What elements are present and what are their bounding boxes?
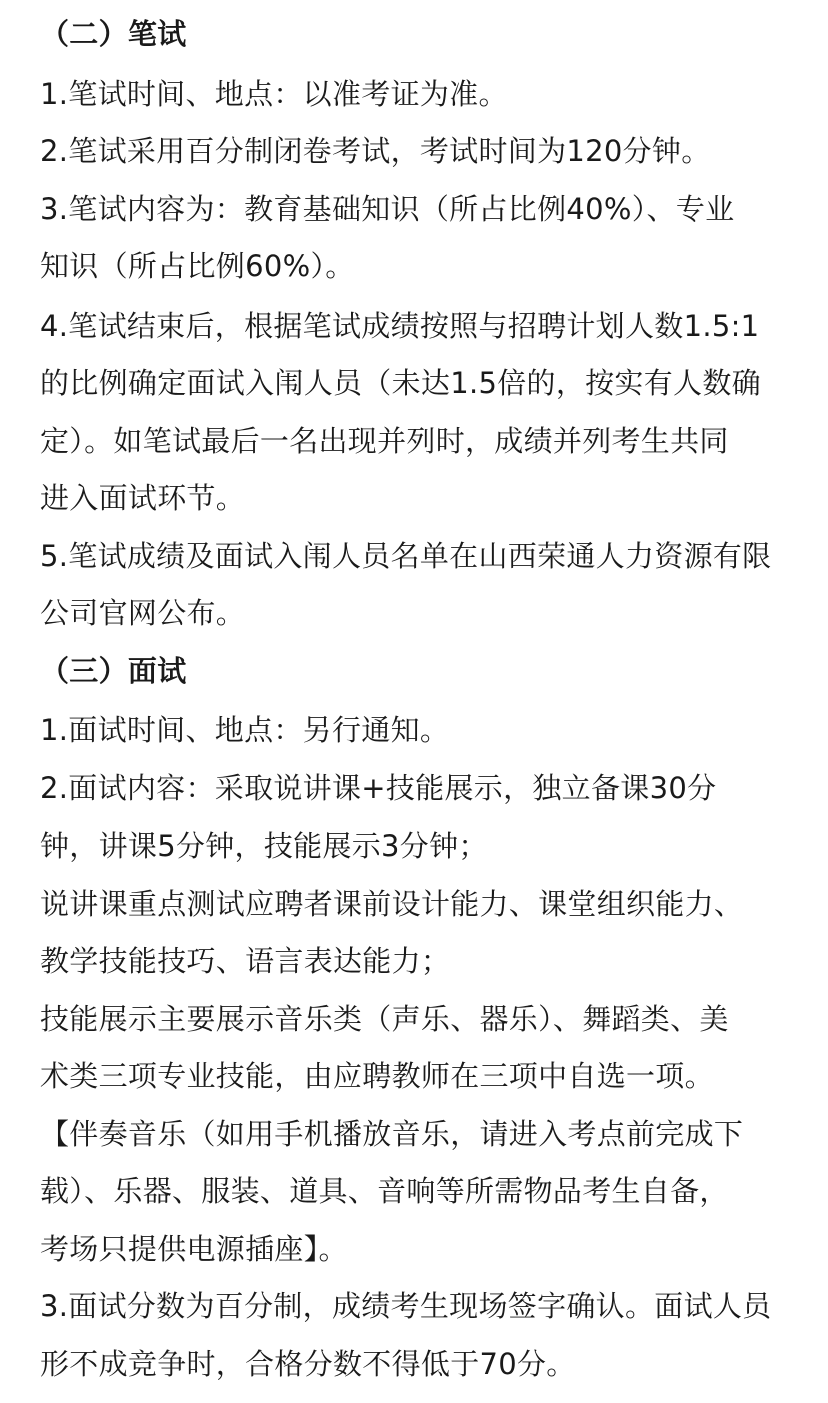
paragraph-line: 【伴奏音乐（如用手机播放音乐，请进入考点前完成下 xyxy=(40,1117,744,1151)
paragraph-line: 2.笔试采用百分制闭卷考试，考试时间为120分钟。 xyxy=(40,134,711,168)
paragraph-line: 考场只提供电源插座】。 xyxy=(40,1232,348,1266)
paragraph-line: 定）。如笔试最后一名出现并列时，成绩并列考生共同 xyxy=(40,424,729,458)
section-heading-written-exam: （二）笔试 xyxy=(40,17,187,51)
paragraph-line: 公司官网公布。 xyxy=(40,596,246,630)
paragraph-line: 知识（所占比例60%）。 xyxy=(40,249,355,283)
paragraph-line: 载）、乐器、服装、道具、音响等所需物品考生自备， xyxy=(40,1174,729,1208)
paragraph-line: 教学技能技巧、语言表达能力； xyxy=(40,944,451,978)
paragraph-line: 2.面试内容：采取说讲课+技能展示，独立备课30分 xyxy=(40,771,717,805)
paragraph-line: 形不成竞争时，合格分数不得低于70分。 xyxy=(40,1347,576,1381)
paragraph-line: 术类三项专业技能，由应聘教师在三项中自选一项。 xyxy=(40,1059,714,1093)
paragraph-line: 1.笔试时间、地点：以准考证为准。 xyxy=(40,77,508,111)
paragraph-line: 进入面试环节。 xyxy=(40,481,246,515)
paragraph-line: 技能展示主要展示音乐类（声乐、器乐）、舞蹈类、美 xyxy=(40,1002,729,1036)
paragraph-line: 1.面试时间、地点：另行通知。 xyxy=(40,713,450,747)
paragraph-line: 的比例确定面试入闱人员（未达1.5倍的，按实有人数确 xyxy=(40,366,761,400)
paragraph-line: 5.笔试成绩及面试入闱人员名单在山西荣通人力资源有限 xyxy=(40,539,772,573)
paragraph-line: 4.笔试结束后，根据笔试成绩按照与招聘计划人数1.5:1 xyxy=(40,309,760,343)
paragraph-line: 3.笔试内容为：教育基础知识（所占比例40%）、专业 xyxy=(40,192,735,226)
paragraph-line: 说讲课重点测试应聘者课前设计能力、课堂组织能力、 xyxy=(40,887,744,921)
paragraph-line: 3.面试分数为百分制，成绩考生现场签字确认。面试人员 xyxy=(40,1289,772,1323)
section-heading-interview: （三）面试 xyxy=(40,654,187,688)
paragraph-line: 钟，讲课5分钟，技能展示3分钟； xyxy=(40,829,488,863)
